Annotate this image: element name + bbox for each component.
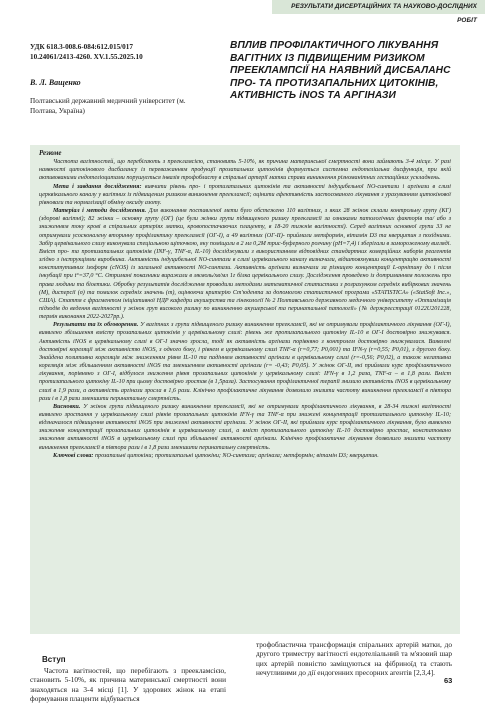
results-label: Результати та їх обговорення. xyxy=(53,322,139,329)
abstract-keywords xyxy=(39,452,451,460)
abstract-heading: Резюме xyxy=(39,149,62,157)
article-meta xyxy=(30,42,210,116)
methods-text: Для виконання поставленої мети було обстежено 110 вагітних, з яких 28 жінок склали контрольну групу (КГ) (здорові вагітні); 82 жінки – основну групу (ОГ) (це були жінки групи підвищеного ризику преекламсії за ознаками патологічних факторів та/ або з зниженням току крові в спіральних артеріях матки, кровопостачаючих плаценту, в 18-20 тижнів вагітності). Серед вагітних основної групи 33 не отримували усосконаленy вторинну профілактику преекламсії (ОГ-І), а 49 вагітних (ОГ-ІІ)- приймали метформін, вітамін D3 та кверцитин з похідними. Забір цервікального слизу виконували спеціальною щіточкою, яку поміщали в 2 мл 0,2М трис-буферного розчину (pH=7,4) і зберігали в замороженому вигляді. Вміст про- та протизапальних цитокінів (INF-γ, TNF-α, IL-10) досліджували з використанням відповідних стандартних комерційних наборів реагентів згідно з інструкціями виробника. Активність індуцибельної NO-синтази в слизі цервікального каналу визначали, відштовхнувши концентрацію активності конститутивних ізоформ (cNOS) із загальної активності NO-синтази. Активність аргінази визначали за різницею концентрації L-орнітину до і після інкубації при t°=37,0 °С. Отримані показники виражали в мкмоль/хв/мл 1г білка цервікального слизу. Дослідження проведено із дотриманням положень про права людини та біоетики. Обробку результатів дослідження проводили методами математичної статистики з розрахунком середніх вибіркових значень (M), дисперсії (σ) та помилок середніх значень (m), оцінюючи критерію Ст'юдента за допомогою статистичної програми «STATISTICA» («StatSoft Inc.», США). Стаття є фрагментом ініціативної НДР кафедри акушерства та гінекології № 2 Полтавського державного медичного університету «Оптимізація підходів до ведення вагітності у жінок груп високого ризику по виникненню акушерської та перинатальної патології» (№ держреєстрації 0122U201228, термін виконання 2022-2027рр.). xyxy=(39,208,452,321)
abstract-box xyxy=(30,145,460,634)
doi: 10.24061/2413-4260. XV.1.55.2025.10 xyxy=(30,53,143,61)
institution: Полтавський державний медичний університет (м. Полтава, Україна) xyxy=(30,97,186,115)
intro-heading: Вступ xyxy=(42,655,66,664)
abstract-intro: Частота вагітностей, що перебігають з преекламсією, становить 5-10%, як причина материнської смертності вони займають 3-4 місце. У разі наявності цитокінового дисбалансу із переважанням продукції прозапальних цитокінів формується системна ендотеліальна дисфункція, при якій активованими ендотеліоцитами порушується інвазія трофобласту в спіральні артерії матки справи виникнення різноманітних гестаційних ускладнень. xyxy=(39,159,451,182)
keywords-text: прозапальні цитокіни; протизапальні цитокіни; NO-синтаза; аргіназа; метформін; вітамін D3; кверцитин. xyxy=(94,452,379,459)
author-name: В. Л. Ващенко xyxy=(30,78,81,87)
abstract-aim xyxy=(39,183,451,207)
methods-label: Матеріал і методи дослідження. xyxy=(53,208,147,215)
results-text: У вагітних з групи підвищеного ризику виникнення преекламсії, які не отримували профілактичного лікування (ОГ-І), виявлено збільшення вмісту прозапальних цитокінів у цервікальному слизі: рівень же протизапального цитокіну IL-10 в ОГ-І достовірно знижувався. Активність iNOS в цервікальному слизі в ОГ-І значно зросла, тоді як активність аргінази порівняно з контролем достовірно знижувалася. Виявлені достовірні кореляції між активністю iNOS, з одного боку, і рівнем в цервікальному слизі TNF-α (r=0,77; P0,001) та IFN-γ (r=0,55; P0,01), з другого боку. Знайдена позитивна кореляція між зниженням рівня IL-10 та падінням активності аргінази в цервікальному слизі (r=-0,56; P0,02), а також негативна кореляція між збільшенням активності iNOS та зменшенням активності аргінази (r= -0,43; P0,05). У жінок ОГ-ІІ, які приймали курс профілактичного лікування, порівняно з ОГ-І, відбулося зниження рівня прозапальних цитокінів у цервікальному слизі: IFN-γ в 1,2 раза, TNF-α – в 1,8 рази. Вміст протизапального цитокіну IL-10 при цьому достовірно зростав (в 1,5раза). Застосування профілактичної терапії знизило активність iNOS в цервікальному слизі в 1,9 рази, а активність аргінази зросла в 1,6 рази. Клінічно профілактичне лікування дозволило знизити частоту виникнення преекламсії в півтора рази і в 1,8 рази зменшити перинатальну смертність. xyxy=(39,322,451,402)
keywords-label: Ключові слова: xyxy=(53,452,94,459)
abstract-conclusions xyxy=(39,403,451,452)
conclusions-label: Висновки. xyxy=(53,403,81,410)
aim-label: Мета і завдання дослідження: xyxy=(53,183,142,190)
aim-text: вивчити рівень про- і протизапальних цитокінів та активності індуцибельної NO-синтази і аргінази в слизі церквікального каналу у вагітних із підвищеним ризиком виникнення преекламсії; оцінити ефективність застосованого лікування з урахуванням цитокінової рівноваги та нормалізації обміну оксиду азоту. xyxy=(39,183,451,206)
intro-right-column: трофобластична трансформація спіральних артерій матки, до другого триместру вагітності ендотеліальний та м'язовий шар цих артерій повністю заміщуються на фібриноїд та стають нечутливими до дії ендогенних пресорних агентів [2,3,4]. xyxy=(256,640,452,678)
abstract-results xyxy=(39,321,451,403)
article-title: ВПЛИВ ПРОФІЛАКТИЧНОГО ЛІКУВАННЯ ВАГІТНИХ ІЗ ПІДВИЩЕНИМ РИЗИКОМ ПРЕЕКЛАМПСІЇ НА НАЯВНИЙ ДИСБАЛАНС ПРО- ТА ПРОТИЗАПАЛЬНИХ ЦИТОКІНІВ, АКТИВНІСТЬ iNOS ТА АРГІНАЗИ xyxy=(230,40,451,101)
udk-code: УДК 618.3-008.6-084:612.015/017 xyxy=(30,43,133,51)
conclusions-text: У жінок групи підвищеного ризику виникнення преекламсії, які не отримували профілактичного лікування, в 28-34 тижні вагітності виявлено зростання у цервікальному слизі рівнів прозапальних цитокінів IFN-γ та TNF-α при знижені концентрації протизапального цитокіну IL-10; відзначалося підвищення активності iNOS при зниженні активності аргінази. У жінок ОГ-ІІ, які приймали курс профілактичного лікування, було виявлено зниження концентрації прозапальних цитокінів в цервікальному слизі, а вміст протизапального цитокіну IL-10 достовірно зростає, констатовано зниження активності iNOS в цервікальному слизі при збільшенні активності аргінази. Клінічно профілактичне лікування дозволило знизити частоту виникнення преекламсії в півтора рази і в 1,8 рази зменшити перинатальну смертність. xyxy=(39,403,451,451)
intro-left-column: Частота вагітностей, що перебігають з преекламсією, становить 5-10%, як причина материнської смертності вони знаходяться на 3-4 місці [1]. У здорових жінок на етапі формування плаценти відбувається xyxy=(30,666,226,704)
section-header: РЕЗУЛЬТАТИ ДИСЕРТАЦІЙНИХ ТА НАУКОВО-ДОСЛІДНИХ РОБІТ xyxy=(272,0,485,14)
page-number: 63 xyxy=(444,676,453,685)
abstract-methods xyxy=(39,207,451,321)
